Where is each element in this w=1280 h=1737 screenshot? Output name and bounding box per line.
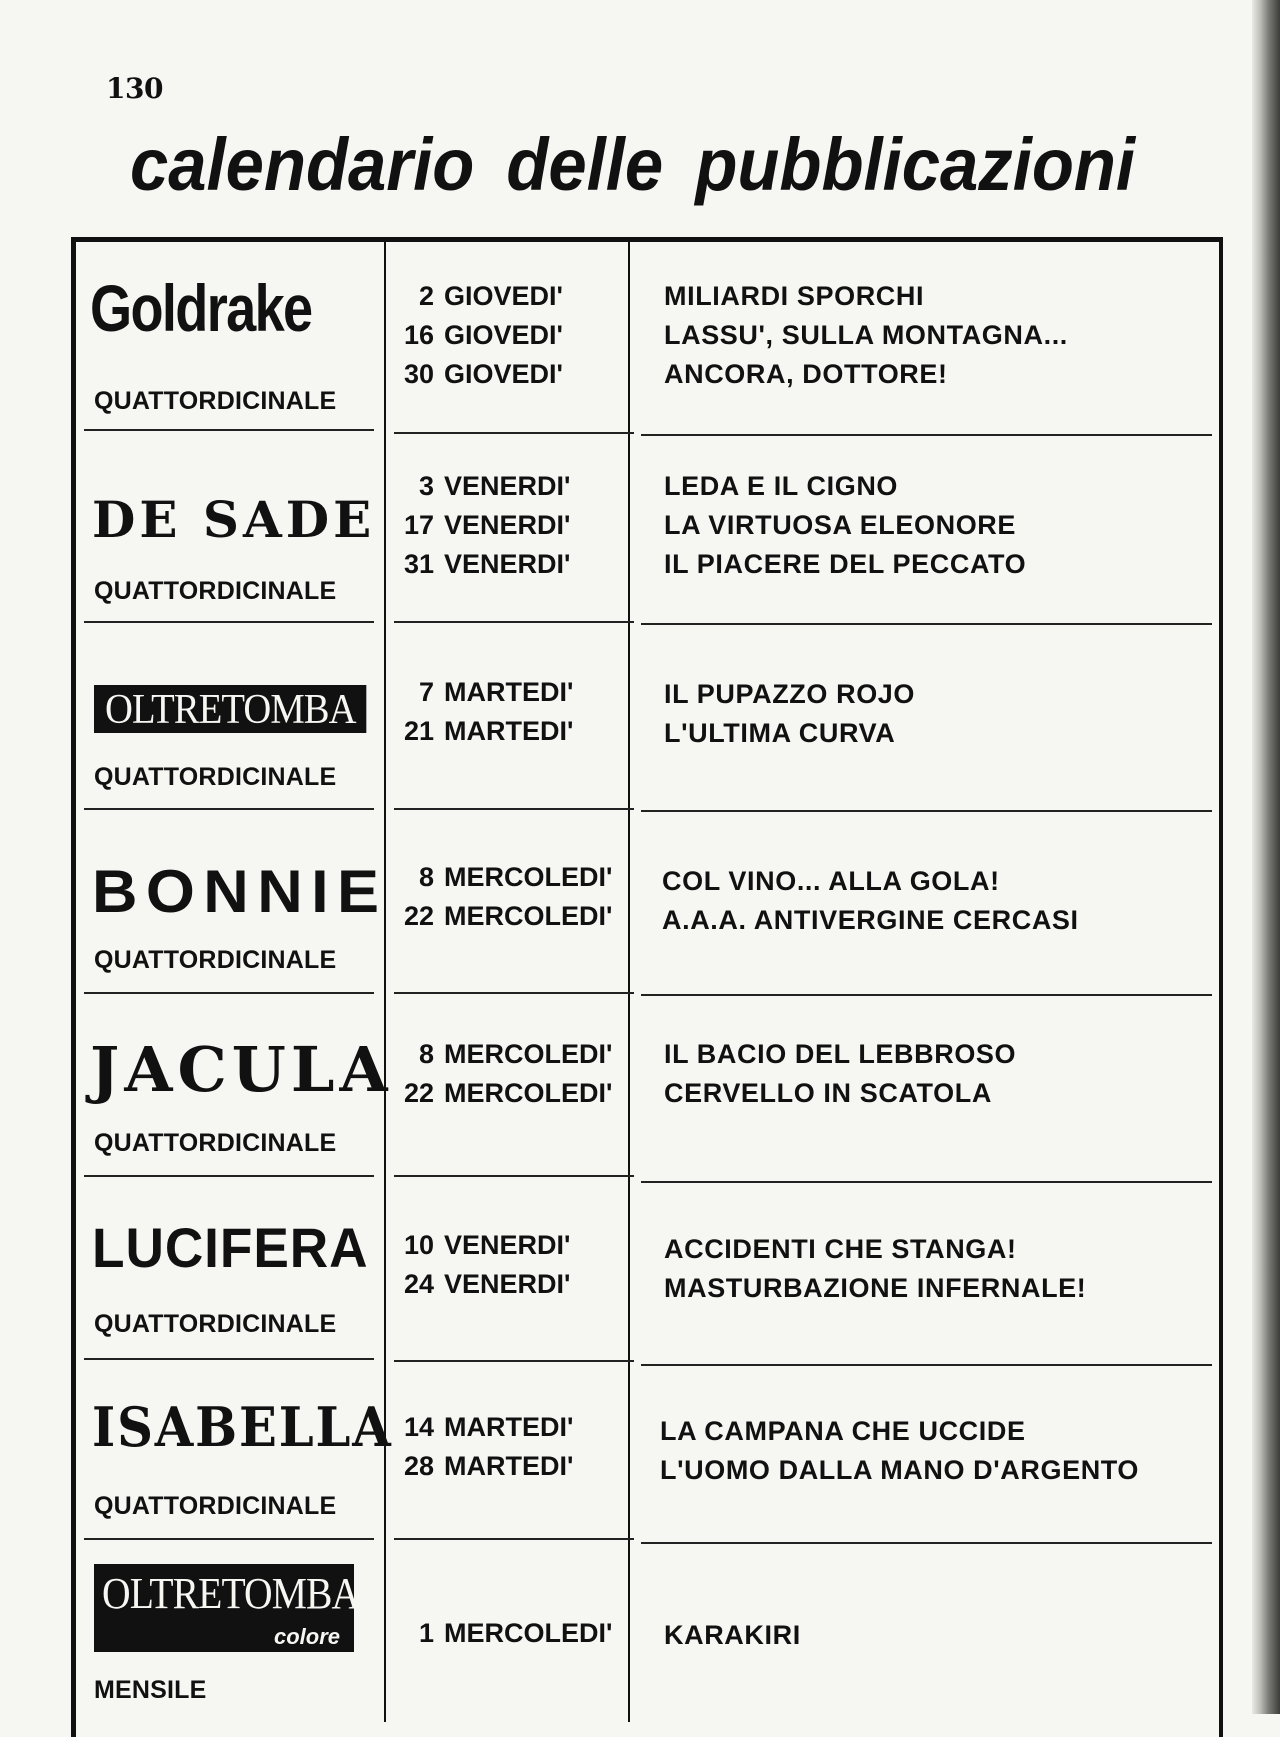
release-date: 21 MARTEDI': [403, 716, 574, 746]
row-divider: [394, 432, 634, 434]
episode-title: L'UOMO DALLA MANO D'ARGENTO: [660, 1455, 1140, 1485]
release-date: 17 VENERDI': [403, 510, 571, 540]
release-date: 16 GIOVEDI': [403, 320, 563, 350]
episode-titles: [664, 1230, 1224, 1308]
page-title: calendario delle pubblicazioni: [130, 123, 1136, 206]
release-date: 3 VENERDI': [418, 471, 571, 501]
row-divider: [394, 992, 634, 994]
row-divider: [84, 1538, 374, 1540]
publication-row-bonnie: [76, 812, 1216, 997]
release-date: 1 MERCOLEDI': [418, 1618, 613, 1648]
release-dates: [390, 858, 630, 936]
row-divider: [394, 808, 634, 810]
publication-row-goldrake: [76, 245, 1216, 430]
episode-title: IL PIACERE DEL PECCATO: [664, 549, 1027, 579]
page-edge-shadow: [1252, 0, 1280, 1714]
goldrake-logo: Goldrake: [90, 271, 312, 345]
publication-row-lucifera: [76, 1180, 1216, 1360]
episode-title: ACCIDENTI CHE STANGA!: [664, 1234, 1017, 1264]
episode-title: LASSU', SULLA MONTAGNA...: [664, 320, 1068, 350]
release-dates: [390, 277, 630, 394]
episode-titles: [664, 1616, 1224, 1655]
release-date: 14 MARTEDI': [403, 1412, 574, 1442]
frequency-label: QUATTORDICINALE: [94, 1492, 337, 1520]
lucifera-logo: LUCIFERA: [92, 1216, 369, 1279]
release-date: 28 MARTEDI': [403, 1451, 574, 1481]
row-divider: [84, 808, 374, 810]
row-divider: [394, 621, 634, 623]
de-sade-logo: DE SADE: [92, 490, 376, 549]
release-date: 2 GIOVEDI': [418, 281, 563, 311]
episode-title: MASTURBAZIONE INFERNALE!: [664, 1273, 1087, 1303]
frequency-label: QUATTORDICINALE: [94, 946, 337, 974]
row-divider: [84, 992, 374, 994]
episode-titles: [664, 277, 1224, 394]
row-divider: [394, 1538, 634, 1540]
episode-title: MILIARDI SPORCHI: [664, 281, 925, 311]
release-date: 24 VENERDI': [403, 1269, 571, 1299]
jacula-logo: JACULA: [90, 1033, 393, 1106]
row-divider: [394, 1175, 634, 1177]
frequency-label: QUATTORDICINALE: [94, 763, 337, 791]
release-date: 22 MERCOLEDI': [403, 1078, 613, 1108]
frequency-label: MENSILE: [94, 1676, 207, 1704]
release-date: 8 MERCOLEDI': [418, 862, 613, 892]
episode-titles: [660, 1412, 1220, 1490]
row-divider: [84, 429, 374, 431]
row-divider: [84, 1358, 374, 1360]
episode-title: L'ULTIMA CURVA: [664, 718, 896, 748]
episode-title: LA VIRTUOSA ELEONORE: [664, 510, 1017, 540]
bonnie-logo: BONNIE: [92, 858, 388, 925]
oltretomba-colore-title: OLTRETOMBA: [102, 1569, 360, 1618]
frequency-label: QUATTORDICINALE: [94, 1129, 337, 1157]
release-dates: [390, 467, 630, 584]
release-date: 30 GIOVEDI': [403, 359, 563, 389]
publication-row-oltretomba-colore: [76, 1542, 1216, 1714]
episode-titles: [664, 467, 1224, 584]
episode-title: KARAKIRI: [664, 1620, 801, 1650]
episode-title: ANCORA, DOTTORE!: [664, 359, 948, 389]
episode-title: A.A.A. ANTIVERGINE CERCASI: [662, 905, 1079, 935]
publication-row-jacula: [76, 995, 1216, 1180]
publication-row-isabella: [76, 1362, 1216, 1542]
isabella-logo: ISABELLA: [92, 1395, 393, 1459]
row-divider: [84, 621, 374, 623]
episode-title: IL PUPAZZO ROJO: [664, 679, 916, 709]
release-date: 31 VENERDI': [403, 549, 571, 579]
frequency-label: QUATTORDICINALE: [94, 1310, 337, 1338]
episode-titles: [664, 675, 1224, 753]
episode-titles: [662, 862, 1222, 940]
release-dates: [390, 1035, 630, 1113]
row-divider: [84, 1175, 374, 1177]
release-dates: [390, 1614, 630, 1653]
release-date: 8 MERCOLEDI': [418, 1039, 613, 1069]
page-number: 130: [106, 72, 163, 105]
episode-title: LEDA E IL CIGNO: [664, 471, 899, 501]
release-date: 10 VENERDI': [403, 1230, 571, 1260]
episode-title: CERVELLO IN SCATOLA: [664, 1078, 992, 1108]
publication-row-de-sade: [76, 435, 1216, 620]
release-dates: [390, 673, 630, 751]
release-dates: [390, 1226, 630, 1304]
oltretomba-colore-logo: [94, 1564, 360, 1652]
episode-title: LA CAMPANA CHE UCCIDE: [660, 1416, 1026, 1446]
episode-title: IL BACIO DEL LEBBROSO: [664, 1039, 1017, 1069]
frequency-label: QUATTORDICINALE: [94, 387, 337, 415]
release-date: 7 MARTEDI': [418, 677, 574, 707]
oltretomba-logo: OLTRETOMBA: [94, 685, 367, 733]
episode-title: COL VINO... ALLA GOLA!: [662, 866, 1000, 896]
frequency-label: QUATTORDICINALE: [94, 577, 337, 605]
publication-row-oltretomba: [76, 625, 1216, 810]
colore-label: colore: [273, 1624, 340, 1649]
release-dates: [390, 1408, 630, 1486]
release-date: 22 MERCOLEDI': [403, 901, 613, 931]
episode-titles: [664, 1035, 1224, 1113]
